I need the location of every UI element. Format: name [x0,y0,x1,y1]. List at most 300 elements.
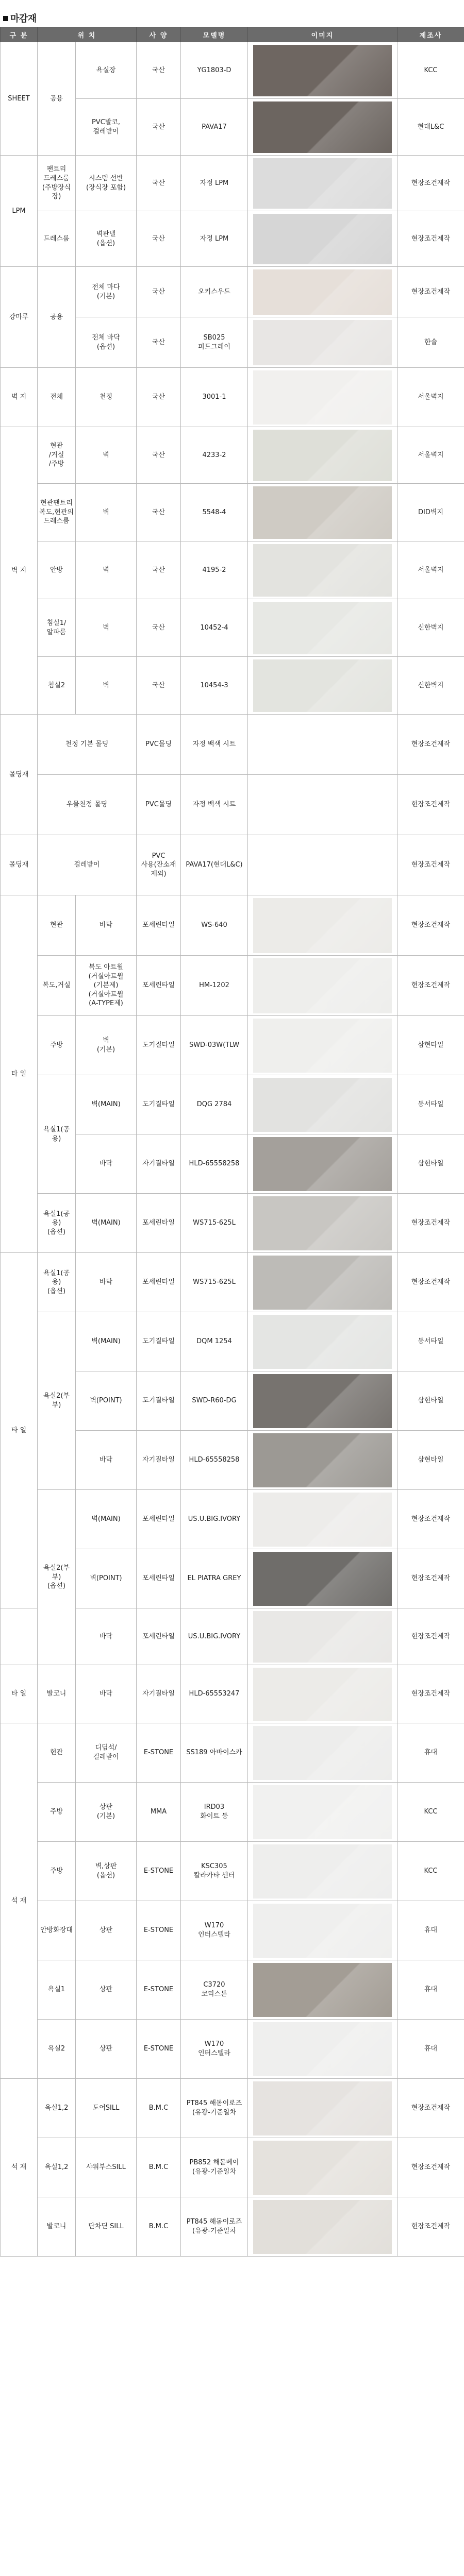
spec-cell: 포세린타일 [137,1608,181,1665]
spec-cell: E-STONE [137,1901,181,1960]
sub-location-cell: 벽(MAIN) [76,1075,137,1134]
location-cell: 안방화장대 [38,1901,76,1960]
maker-cell: 서울벽지 [397,427,464,484]
sub-location-cell: 천정 [76,368,137,427]
material-swatch-image [253,1726,392,1780]
sub-location-cell: PVC발코, 걸레받이 [76,99,137,156]
finish-material-table [0,27,464,2257]
maker-cell: 현장조건제작 [397,1549,464,1608]
category-cell: 몰딩재 [1,715,38,835]
material-image-cell [248,2079,397,2138]
category-cell [1,1608,38,1665]
model-cell: W170 인터스텔라 [181,1901,248,1960]
maker-cell: 현장조건제작 [397,1253,464,1312]
column-header-maker: 제조사 [397,27,464,42]
sub-location-cell: 벽 (기본) [76,1016,137,1075]
location-cell: 주방 [38,1783,76,1842]
page-title-text: 마감재 [10,13,37,24]
material-image-cell [248,835,397,895]
sub-location-cell: 욕실장 [76,42,137,99]
sub-location-cell: 샤워부스SILL [76,2138,137,2197]
location-cell: 욕실1(공용) [38,1075,76,1194]
location-cell: 걸레받이 [38,835,137,895]
maker-cell: 휴대 [397,2020,464,2079]
column-header-model: 모델명 [181,27,248,42]
sub-location-cell: 상판 [76,1960,137,2020]
sub-location-cell: 벽 [76,427,137,484]
sub-location-cell: 단차딛 SILL [76,2197,137,2257]
spec-cell: 자기질타일 [137,1665,181,1723]
table-row [1,1665,464,1723]
sub-location-cell: 복도 아트월 (거실아트월 (기본제) (거실아트월 (A-TYPE제) [76,956,137,1016]
material-image-cell [248,657,397,715]
location-cell: 안방 [38,541,76,599]
table-row [1,541,464,599]
spec-cell: B.M.C [137,2079,181,2138]
spec-cell: 자기질타일 [137,1431,181,1490]
spec-cell: 포세린타일 [137,895,181,956]
maker-cell: 동서타일 [397,1312,464,1371]
table-row [1,2197,464,2257]
material-swatch-image [253,544,392,597]
table-row [1,1253,464,1312]
table-row [1,599,464,657]
maker-cell: 현장조건제작 [397,2079,464,2138]
model-cell: 오키스우드 [181,267,248,317]
table-row [1,715,464,775]
table-row [1,895,464,956]
table-row [1,2079,464,2138]
maker-cell: 현장조건제작 [397,156,464,211]
table-row [1,1723,464,1783]
material-swatch-image [253,1256,392,1310]
location-cell: 복도,거실 [38,956,76,1016]
material-swatch-image [253,898,392,953]
spec-cell: B.M.C [137,2138,181,2197]
material-swatch-image [253,659,392,712]
maker-cell: 현장조건제작 [397,1608,464,1665]
model-cell: W170 인터스텔라 [181,2020,248,2079]
sub-location-cell: 벽(MAIN) [76,1194,137,1253]
table-row [1,775,464,835]
location-cell: 욕실1 [38,1960,76,2020]
spec-cell: 도기질타일 [137,1312,181,1371]
material-image-cell [248,1842,397,1901]
model-cell: 4195-2 [181,541,248,599]
maker-cell: 동서타일 [397,1075,464,1134]
maker-cell: 현장조건제작 [397,211,464,267]
model-cell: HLD-65558258 [181,1431,248,1490]
sub-location-cell: 벽,상판 (옵션) [76,1842,137,1901]
sub-location-cell: 벽(MAIN) [76,1490,137,1549]
material-image-cell [248,211,397,267]
sub-location-cell: 바닥 [76,895,137,956]
material-swatch-image [253,1552,392,1606]
model-cell: PT845 해돋이로즈 (유광-기준일차 [181,2197,248,2257]
model-cell: 10454-3 [181,657,248,715]
maker-cell: 삼현타일 [397,1016,464,1075]
column-header-spec: 사 양 [137,27,181,42]
material-image-cell [248,1312,397,1371]
sub-location-cell: 바닥 [76,1253,137,1312]
maker-cell: 현장조건제작 [397,835,464,895]
maker-cell: 휴대 [397,1960,464,2020]
material-swatch-image [253,1019,392,1073]
spec-cell: 도기질타일 [137,1371,181,1431]
spec-cell: 국산 [137,317,181,368]
maker-cell: 현장조건제작 [397,956,464,1016]
model-cell: HLD-65553247 [181,1665,248,1723]
material-swatch-image [253,370,392,425]
model-cell: PT845 해돋이로즈 (유광-기준일차 [181,2079,248,2138]
model-cell: 5548-4 [181,484,248,541]
material-swatch-image [253,1785,392,1839]
model-cell: YG1803-D [181,42,248,99]
column-header-image: 이미지 [248,27,397,42]
spec-cell: 포세린타일 [137,956,181,1016]
model-cell: 자정 백색 시트 [181,715,248,775]
material-image-cell [248,715,397,775]
table-row [1,2138,464,2197]
location-cell: 침실1/ 알파룸 [38,599,76,657]
maker-cell: 현장조건제작 [397,2197,464,2257]
spec-cell: 도기질타일 [137,1016,181,1075]
location-cell: 주방 [38,1016,76,1075]
location-cell: 욕실1(공용) (옵션) [38,1194,76,1253]
location-cell: 드레스룸 [38,211,76,267]
spec-cell: 국산 [137,427,181,484]
material-image-cell [248,1431,397,1490]
material-swatch-image [253,1433,392,1487]
column-header-category: 구 분 [1,27,38,42]
category-cell: 몰딩재 [1,835,38,895]
spec-cell: 국산 [137,368,181,427]
model-cell: WS715-625L [181,1194,248,1253]
sub-location-cell: 전체 마다 (기본) [76,267,137,317]
location-cell: 우물천정 몰딩 [38,775,137,835]
spec-cell: E-STONE [137,1960,181,2020]
spec-cell: E-STONE [137,1723,181,1783]
model-cell: HLD-65558258 [181,1134,248,1194]
location-cell: 욕실1,2 [38,2138,76,2197]
material-image-cell [248,541,397,599]
model-cell: WS-640 [181,895,248,956]
location-cell: 욕실1,2 [38,2079,76,2138]
spec-cell: PVC몰딩 [137,775,181,835]
model-cell: SWD-03W(TLW [181,1016,248,1075]
spec-cell: 국산 [137,541,181,599]
location-cell: 현관 [38,1723,76,1783]
material-image-cell [248,1608,397,1665]
location-cell: 욕실2 [38,2020,76,2079]
category-cell: 벽 지 [1,368,38,427]
material-swatch-image [253,1963,392,2017]
maker-cell: 휴대 [397,1901,464,1960]
category-cell: 타 일 [1,1665,38,1723]
sub-location-cell: 벽(MAIN) [76,1312,137,1371]
spec-cell: 포세린타일 [137,1549,181,1608]
material-swatch-image [253,2022,392,2076]
table-header-row [1,27,464,42]
material-image-cell [248,775,397,835]
spec-cell: E-STONE [137,1842,181,1901]
table-row [1,1312,464,1371]
spec-cell: 국산 [137,657,181,715]
table-row [1,156,464,211]
maker-cell: 현장조건제작 [397,895,464,956]
square-bullet-icon [3,16,8,21]
model-cell: DQM 1254 [181,1312,248,1371]
maker-cell: 삼현타일 [397,1134,464,1194]
spec-cell: 포세린타일 [137,1490,181,1549]
sub-location-cell: 시스템 선반 (장식장 포함) [76,156,137,211]
material-swatch-image [253,1493,392,1547]
material-swatch-image [253,1315,392,1369]
sub-location-cell: 도어SILL [76,2079,137,2138]
material-swatch-image [253,1904,392,1958]
material-swatch-image [253,101,392,153]
maker-cell: KCC [397,1783,464,1842]
location-cell: 욕실2(부부) (옵션) [38,1490,76,1665]
model-cell: WS715-625L [181,1253,248,1312]
location-cell: 공용 [38,42,76,156]
material-image-cell [248,895,397,956]
maker-cell: 현장조건제작 [397,1490,464,1549]
material-image-cell [248,1549,397,1608]
material-swatch-image [253,158,392,209]
model-cell: C3720 코리스톤 [181,1960,248,2020]
sub-location-cell: 벽(POINT) [76,1549,137,1608]
material-image-cell [248,1194,397,1253]
location-cell: 현관 [38,895,76,956]
sub-location-cell: 바닥 [76,1665,137,1723]
location-cell: 팬트리 드레스룸 (주방장식장) [38,156,76,211]
table-row [1,1960,464,2020]
maker-cell: 현장조건제작 [397,267,464,317]
material-image-cell [248,1783,397,1842]
material-swatch-image [253,214,392,264]
location-cell: 전체 [38,368,76,427]
material-swatch-image [253,2200,392,2254]
material-swatch-image [253,602,392,654]
table-row [1,267,464,317]
model-cell: US.U.BIG.IVORY [181,1608,248,1665]
sub-location-cell: 바닥 [76,1134,137,1194]
category-cell: LPM [1,156,38,267]
model-cell: HM-1202 [181,956,248,1016]
maker-cell: 삼현타일 [397,1431,464,1490]
category-cell: 벽 지 [1,427,38,715]
category-cell: 타 일 [1,1253,38,1608]
sub-location-cell: 벽 [76,599,137,657]
table-row [1,1490,464,1549]
category-cell: 강마루 [1,267,38,368]
material-swatch-image [253,2081,392,2136]
location-cell: 발코니 [38,2197,76,2257]
spec-cell: 국산 [137,599,181,657]
material-image-cell [248,156,397,211]
table-row [1,1075,464,1134]
model-cell: 10452-4 [181,599,248,657]
material-swatch-image [253,320,392,365]
spec-cell: E-STONE [137,2020,181,2079]
material-swatch-image [253,1137,392,1191]
spec-cell: 포세린타일 [137,1194,181,1253]
material-swatch-image [253,486,392,539]
location-cell: 현관팬트리 복도,현관의 드레스룸 [38,484,76,541]
location-cell: 욕실1(공용) (옵션) [38,1253,76,1312]
location-cell: 주방 [38,1842,76,1901]
location-cell: 천정 기본 몰딩 [38,715,137,775]
table-row [1,1783,464,1842]
material-image-cell [248,317,397,368]
material-swatch-image [253,1668,392,1721]
material-image-cell [248,267,397,317]
spec-cell: B.M.C [137,2197,181,2257]
location-cell: 발코니 [38,1665,76,1723]
material-image-cell [248,1016,397,1075]
model-cell: SWD-R60-DG [181,1371,248,1431]
table-row [1,835,464,895]
sub-location-cell: 벽 [76,484,137,541]
sub-location-cell: 바닥 [76,1431,137,1490]
sub-location-cell: 벽 [76,657,137,715]
material-image-cell [248,99,397,156]
spec-cell: 국산 [137,42,181,99]
spec-cell: PVC 사용(잔소재 제외) [137,835,181,895]
column-header-location: 위 치 [38,27,137,42]
spec-cell: 국산 [137,211,181,267]
material-image-cell [248,2197,397,2257]
model-cell: DQG 2784 [181,1075,248,1134]
material-image-cell [248,2138,397,2197]
material-swatch-image [253,1844,392,1899]
model-cell: PAVA17(현대L&C) [181,835,248,895]
model-cell: 4233-2 [181,427,248,484]
material-image-cell [248,1371,397,1431]
sub-location-cell: 벽판넬 (옵션) [76,211,137,267]
material-swatch-image [253,1196,392,1250]
material-image-cell [248,1901,397,1960]
model-cell: IRD03 화이트 등 [181,1783,248,1842]
model-cell: SS189 아바이스카 [181,1723,248,1783]
maker-cell: 신한벽지 [397,599,464,657]
maker-cell: 현장조건제작 [397,2138,464,2197]
page-title [3,11,37,25]
model-cell: US.U.BIG.IVORY [181,1490,248,1549]
maker-cell: 한솔 [397,317,464,368]
material-image-cell [248,2020,397,2079]
material-swatch-image [253,1611,392,1663]
sub-location-cell: 전체 바닥 (옵션) [76,317,137,368]
table-row [1,427,464,484]
spec-cell: 국산 [137,99,181,156]
material-image-cell [248,484,397,541]
table-row [1,2020,464,2079]
maker-cell: 서울벽지 [397,368,464,427]
table-row [1,211,464,267]
sub-location-cell: 벽(POINT) [76,1371,137,1431]
material-image-cell [248,1490,397,1549]
model-cell: KSC305 칼라카타 센터 [181,1842,248,1901]
table-row [1,1901,464,1960]
sub-location-cell: 바닥 [76,1608,137,1665]
sub-location-cell: 벽 [76,541,137,599]
material-image-cell [248,1253,397,1312]
sub-location-cell: 디딤석/ 걸레받이 [76,1723,137,1783]
model-cell: 자정 백색 시트 [181,775,248,835]
material-image-cell [248,1665,397,1723]
model-cell: SB025 피드그레이 [181,317,248,368]
material-image-cell [248,368,397,427]
material-swatch-image [253,2141,392,2195]
table-row [1,42,464,99]
maker-cell: 신한벽지 [397,657,464,715]
material-image-cell [248,1075,397,1134]
spec-cell: PVC몰딩 [137,715,181,775]
maker-cell: 현대L&C [397,99,464,156]
table-row [1,484,464,541]
maker-cell: 서울벽지 [397,541,464,599]
material-image-cell [248,599,397,657]
material-swatch-image [253,1374,392,1428]
category-cell: 타 일 [1,895,38,1253]
material-image-cell [248,956,397,1016]
category-cell: 석 재 [1,2079,38,2257]
material-swatch-image [253,45,392,96]
model-cell: EL PIATRA GREY [181,1549,248,1608]
material-image-cell [248,1960,397,2020]
maker-cell: 현장조건제작 [397,775,464,835]
material-swatch-image [253,1078,392,1132]
model-cell: 3001-1 [181,368,248,427]
material-swatch-image [253,269,392,315]
material-swatch-image [253,958,392,1013]
location-cell: 욕실2(부부) [38,1312,76,1490]
sub-location-cell: 상판 [76,1901,137,1960]
spec-cell: 국산 [137,267,181,317]
table-row [1,368,464,427]
location-cell: 현관 /거실 /주방 [38,427,76,484]
category-cell: 석 재 [1,1723,38,2079]
maker-cell: KCC [397,42,464,99]
table-row [1,1016,464,1075]
category-cell: SHEET [1,42,38,156]
material-image-cell [248,427,397,484]
table-row [1,956,464,1016]
model-cell: PB852 해돋베이 (유광-기준일차 [181,2138,248,2197]
table-row [1,1842,464,1901]
spec-cell: 도기질타일 [137,1075,181,1134]
model-cell: 자정 LPM [181,156,248,211]
location-cell: 공용 [38,267,76,368]
model-cell: PAVA17 [181,99,248,156]
spec-cell: MMA [137,1783,181,1842]
material-image-cell [248,42,397,99]
material-image-cell [248,1134,397,1194]
maker-cell: 휴대 [397,1723,464,1783]
spec-cell: 포세린타일 [137,1253,181,1312]
spec-cell: 국산 [137,484,181,541]
material-swatch-image [253,430,392,481]
model-cell: 자정 LPM [181,211,248,267]
spec-cell: 자기질타일 [137,1134,181,1194]
maker-cell: 현장조건제작 [397,715,464,775]
table-row [1,1194,464,1253]
maker-cell: 삼현타일 [397,1371,464,1431]
sub-location-cell: 상판 [76,2020,137,2079]
maker-cell: KCC [397,1842,464,1901]
